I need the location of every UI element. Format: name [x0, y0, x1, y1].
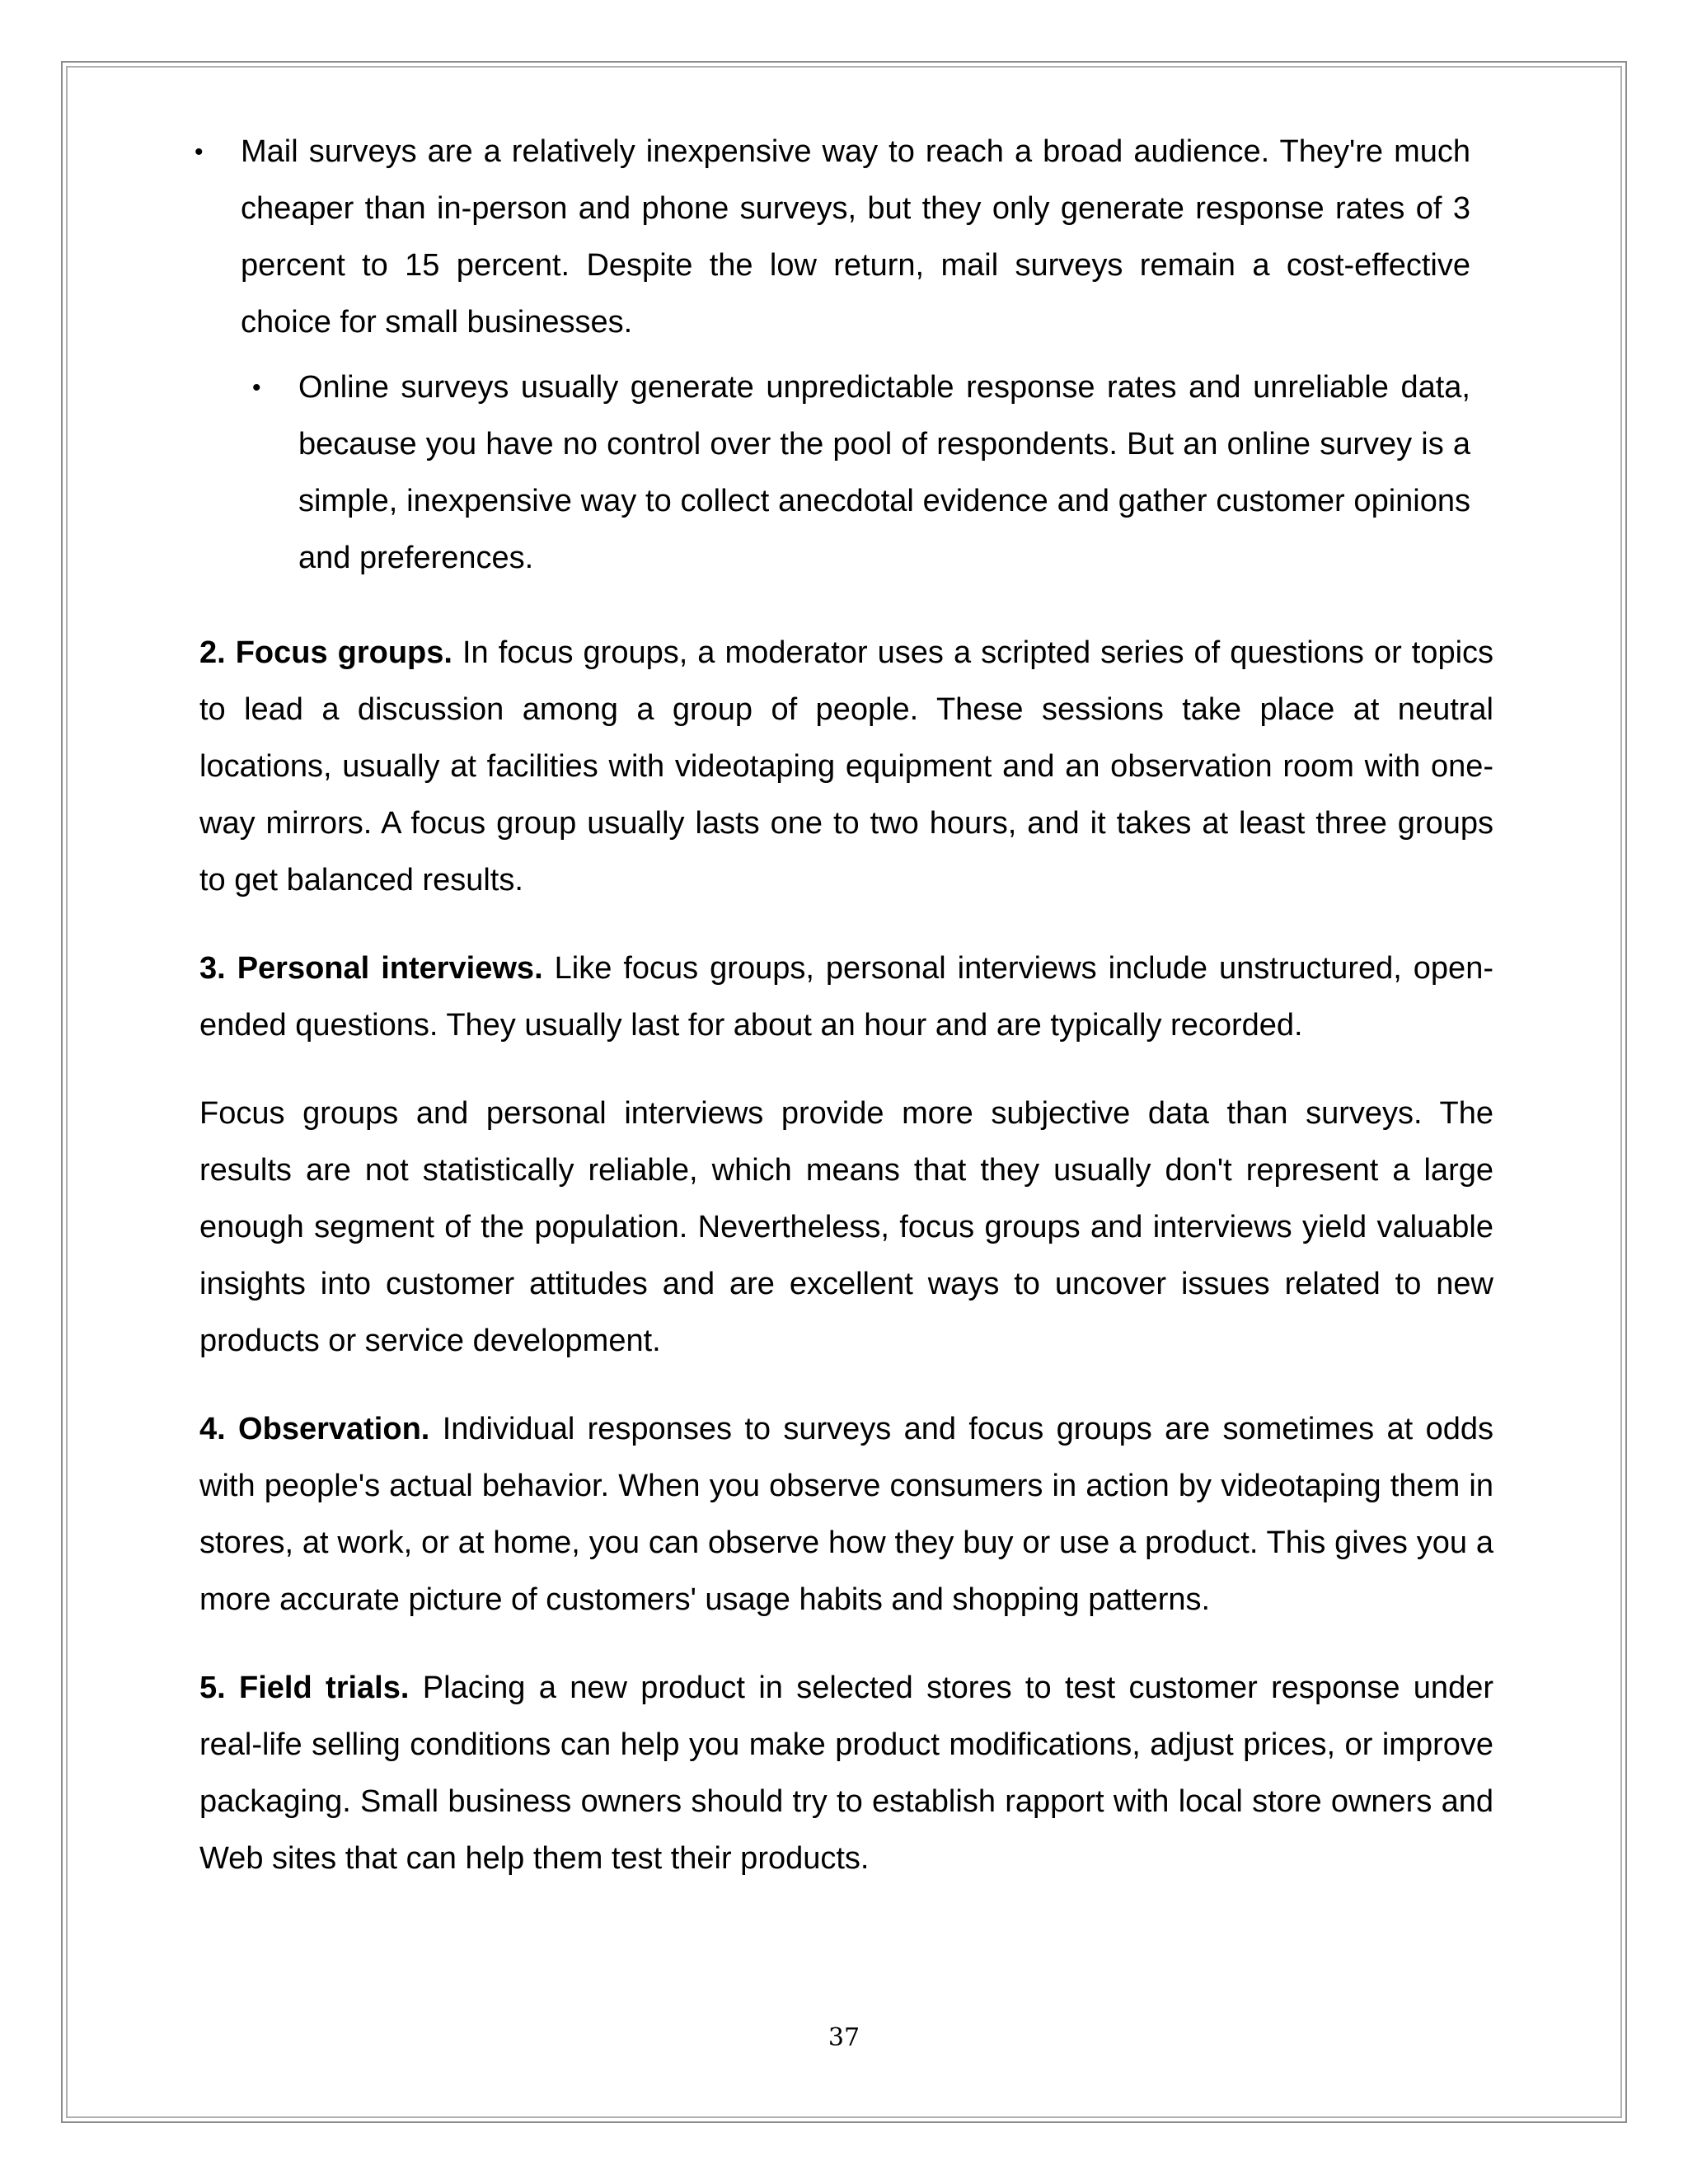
section-observation [199, 1401, 1493, 1629]
section-heading: 2. Focus groups. [199, 635, 452, 670]
section-heading: 4. Observation. [199, 1412, 430, 1446]
section-text: Individual responses to surveys and focus groups are sometimes at odds with people's actual behavior. When you observe consumers in action by videotaping them in stores, at work, or at home, you can observe how they buy or use a product. This gives you a more accurate picture of customers' usage habits and shopping patterns. [199, 1412, 1493, 1617]
page-content [195, 124, 1494, 1919]
bullet-item-online-surveys [252, 359, 1470, 587]
section-personal-interviews [199, 940, 1493, 1054]
section-heading: 3. Personal interviews. [199, 951, 543, 986]
bullet-icon: • [195, 138, 204, 166]
section-focus-groups [199, 625, 1493, 909]
section-text: Placing a new product in selected stores to test customer response under real-life selling conditions can help you make product modifications, adjust prices, or improve packaging. Small business owners should try to establish rapport with local store owners and Web sites that can help them test their products. [199, 1671, 1493, 1876]
section-heading: 5. Field trials. [199, 1671, 410, 1705]
section-text: Like focus groups, personal interviews include unstructured, open-ended questions. They usually last for about an hour and are typically recorded. [199, 951, 1493, 1043]
bullet-text: Online surveys usually generate unpredictable response rates and unreliable data, because you have no control over the pool of respondents. But an online survey is a simple, inexpensive way to collect anecdotal evidence and gather customer opinions and preferences. [298, 370, 1470, 575]
page-number: 37 [828, 2023, 860, 2052]
bullet-text: Mail surveys are a relatively inexpensive way to reach a broad audience. They're much cheaper than in-person and phone surveys, but they only generate response rates of 3 percent to 15 percent. Despite the low return, mail surveys remain a cost-effective choice for small businesses. [241, 134, 1470, 340]
bullet-icon: • [252, 374, 261, 401]
section-text: Focus groups and personal interviews provide more subjective data than surveys. The results are not statistically reliable, which means that they usually don't represent a large enough segment of the population. Nevertheless, focus groups and interviews yield valuable insights into customer attitudes and are excellent ways to uncover issues related to new products or service development. [199, 1096, 1493, 1358]
bullet-item-mail-surveys [195, 124, 1470, 351]
section-field-trials [199, 1660, 1493, 1887]
paragraph-subjective-data [199, 1085, 1493, 1370]
section-text: In focus groups, a moderator uses a scripted series of questions or topics to lead a discussion among a group of people. These sessions take place at neutral locations, usually at facilities with videotaping equipment and an observation room with one-way mirrors. A focus group usually lasts one to two hours, and it takes at least three groups to get balanced results. [199, 635, 1494, 898]
